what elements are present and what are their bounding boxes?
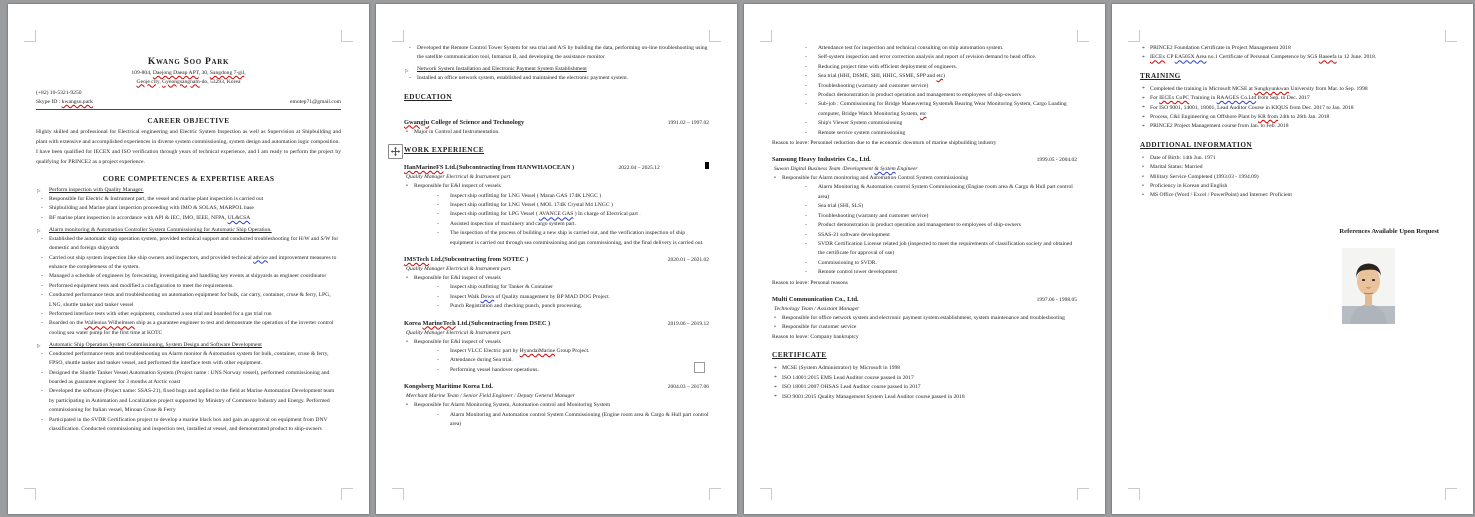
- career-objective-heading: CAREER OBJECTIVE: [147, 115, 230, 125]
- text-run: Sungkyunkwan: [1254, 85, 1290, 92]
- text-run: Baseefa: [1318, 54, 1337, 61]
- text-run: EA505X Area: [1174, 54, 1207, 61]
- text-run: etc: [919, 110, 927, 117]
- text-run: Group Project.: [555, 348, 590, 354]
- text-run: IMSTech: [404, 255, 429, 263]
- date-range: 1991.02 – 1997.02: [667, 119, 709, 126]
- block-role: [774, 165, 1077, 174]
- block-arrow: [36, 226, 341, 235]
- work-entry-header: [404, 382, 709, 392]
- text-run: Sea trial (HHI, DSME, SHI, HHIC, SSME, SPP and: [818, 73, 937, 80]
- block-star: [1140, 53, 1445, 62]
- block-dash: - Conducted performance tests and troubleshooting on Alarm monitor & Automation system for bulk, container, cruse & ferry, FPSO, shuttle tanker and tanker vessel, and performed the interface tests with other equipment.: [36, 350, 341, 369]
- block-spacer: [404, 106, 709, 111]
- text-run: , 30,: [198, 70, 210, 76]
- block-role: Quality Manager Electrical & Instrument part.: [406, 174, 512, 181]
- block-arrow: [36, 341, 341, 350]
- margin-mark-icon: [341, 488, 353, 500]
- entry-title: Samsung Heavy Industries Co., Ltd.: [772, 156, 871, 164]
- block-star: [1140, 85, 1445, 94]
- block-dot: • Responsible for E&I inspect of vessels: [404, 274, 709, 283]
- email-address: emotep71@gmail.com: [290, 99, 341, 106]
- margin-mark-icon: [760, 488, 772, 500]
- candidate-name: Kwang Soo Park: [147, 57, 230, 67]
- text-run: Completed the training in Microsoft MCSE at: [1150, 85, 1255, 92]
- text-run: College of Science and Technology: [429, 118, 525, 126]
- text-run: Suwon Digital Business Team /Development: [774, 166, 875, 173]
- text-run: IECEx CoPC: [1159, 95, 1190, 102]
- block-dash2: - Inspect ship outfitting for LNG Vessel ( Maran GAS 174K LNGC ): [404, 192, 709, 201]
- text-run: Geoje city: [136, 78, 160, 85]
- text-run: KR from: [1258, 114, 1279, 121]
- block-dash2: [772, 72, 1077, 81]
- block-dot: • Marital Status: Married: [1140, 163, 1445, 172]
- text-run: Down: [480, 293, 495, 300]
- block-dash2: - Sea trial (SHI, SLS): [772, 202, 1077, 211]
- block-dot: • Responsible for Alarm Monitoring System, Automation control and Monitoring System: [404, 401, 709, 410]
- block-dash: - Established the automatic ship operation system, provided technical support and conducted troubleshooting for H/W and S/W for domestic and foreign shipyards: [36, 235, 341, 254]
- entry-title: [404, 319, 550, 328]
- portrait-photo: [1140, 248, 1445, 328]
- text-run: from Sep. to Dec. 2017: [1256, 95, 1310, 102]
- block-star: * MCSE (System Administrator) by Microsoft in 1998: [772, 364, 1077, 373]
- text-run: Daejong Daeap APT: [152, 70, 199, 76]
- text-run: BF marine plant inspection in accordance with API & IEC, IMO, IEEE, NFPA,: [49, 214, 228, 221]
- margin-mark-icon: [392, 488, 404, 500]
- text-run: of Quality management by BP MAD DOG Project.: [494, 293, 611, 300]
- block-dash2: - Reducing project time with efficient deployment of engineers.: [772, 63, 1077, 72]
- margin-mark-icon: [709, 488, 721, 500]
- portrait-photo: [1342, 248, 1395, 324]
- text-run: Engineer: [895, 166, 918, 173]
- block-dash2: - Alarm Monitoring & Automation control System Commissioning (Engine room area & Cargo & Hull part control area): [772, 183, 1077, 202]
- block-star: [1140, 113, 1445, 122]
- additional-information-heading: ADDITIONAL INFORMATION: [1140, 140, 1253, 149]
- page-content-1[interactable]: [8, 4, 369, 464]
- page-content-4[interactable]: [1112, 4, 1473, 358]
- block-dot: • Responsible for Alarm monitoring and Automation Control System commissioning: [772, 174, 1077, 183]
- text-run: Gyeongsangnam: [162, 78, 200, 85]
- text-run: Carried out ship system inspection like ship owners and inspectors, and provided technical: [49, 254, 254, 261]
- block-dash2: [404, 210, 709, 219]
- block-arrow: [36, 186, 341, 195]
- text-run: Ltd.(Subcontracting from DSEC ): [455, 319, 551, 327]
- block-spacer: [1140, 201, 1445, 227]
- text-run: Sangdong 7-gil: [209, 70, 245, 76]
- text-cursor-icon: [705, 162, 709, 169]
- text-run: RAAGES Co.Ltd: [1216, 95, 1257, 102]
- text-run: Inspect VLCC Electric part by: [450, 348, 520, 354]
- block-dash2: - Performing vessel handover operations.: [404, 366, 709, 375]
- margin-mark-icon: [1077, 488, 1089, 500]
- block-dot: • MS Office (Word / Excel / PowerPoint) and Internet: Proficient: [1140, 191, 1445, 200]
- block-dash: - Conducted performance tests and troubleshooting on automation equipment for bulk, car carry, container, cruse & ferry, LPG, LNG, shuttle tanker and tanker vessel: [36, 291, 341, 310]
- block-dot: • Responsible for customer service: [772, 323, 1077, 332]
- text-run: in 12 June. 2018.: [1336, 54, 1377, 61]
- address-line-1: [36, 69, 341, 78]
- entry-title: [404, 118, 524, 127]
- margin-mark-icon: [24, 488, 36, 500]
- text-run: advice: [253, 254, 268, 261]
- text-run: Training in: [1189, 95, 1217, 102]
- block-role: Quality Manager Electrical & Instrument part.: [406, 265, 512, 272]
- education-heading: EDUCATION: [404, 92, 452, 101]
- block-dash: - Shipbuilding and Marine plant inspection proceeding with IMO & SOLAS, MARPOL base: [36, 204, 341, 213]
- block-dash2: - SSAS-21 software development: [772, 231, 1077, 240]
- block-dash2: - Product demonstration in product operation and management to employees of ship-owners: [772, 221, 1077, 230]
- text-run: Process, C&I Engineering on Offshore Plant by: [1150, 114, 1259, 121]
- date-range: 2019.06 – 2019.12: [667, 320, 709, 327]
- block-dash: - Managed a schedule of engineers by forecasting, investigating and handling key events at shipyards as engineer coordinator: [36, 272, 341, 281]
- block-dash2: - Self-system inspection and error correction analysis and report of revision demand to head office.: [772, 53, 1077, 62]
- page-3: [744, 4, 1105, 514]
- block-dash: [36, 254, 341, 273]
- page-4: [1112, 4, 1473, 514]
- text-run: For: [1150, 95, 1160, 102]
- date-range: 2022.04 – 2025.12: [618, 165, 660, 172]
- date-range: 2020.01 – 2021.02: [667, 256, 709, 263]
- work-entry-header: [404, 319, 709, 329]
- reason-to-leave: Reason to leave: Personnel reduction due to the economic downturn of marine shipbuilding industry: [772, 140, 997, 147]
- block-dash2: - Product demonstration in product operation and management to employees of ship-owners: [772, 91, 1077, 100]
- text-run: UL&CSA: [227, 214, 251, 221]
- block-dot: • Responsible for office network system and electronic payment system establishment, system maintenance and troubleshooting: [772, 314, 1077, 323]
- block-role: Merchant Marine Team / Senior Field Engineer / Deputy General Manager: [406, 393, 575, 400]
- block-role: Technology Team / Assistant Manager: [774, 305, 860, 312]
- text-run: University from Mar. to Sep. 1998: [1289, 85, 1368, 92]
- block-arrow: [404, 65, 709, 74]
- text-run: Inspect Walk: [450, 293, 481, 300]
- text-run: MarineTech: [422, 319, 456, 327]
- block-dash: - Designed the Shuttle Tanker Vessel Automation System (Project name : UNS Norway vessel), performed commissioning and boarded as guarantee engineer for 3 months at Arctic coast: [36, 369, 341, 388]
- block-dash2: - Ship's Viewer System commissioning: [772, 119, 1077, 128]
- text-run: Gwangju: [404, 118, 430, 126]
- block-star: [1140, 94, 1445, 103]
- block-dash: - Installed an office network system, established and maintained the electronic payment system.: [404, 74, 709, 83]
- contact-left: [36, 98, 93, 107]
- text-run: Inspect ship outfitting for LPG Vessel (: [450, 211, 539, 218]
- block-dash: [36, 214, 341, 223]
- phone-number: (+82) 10-5321-9250: [36, 90, 82, 97]
- text-run: kwangsu.park: [61, 99, 93, 106]
- block-dash: - Responsible for Electric & Instrument part, the vessel and marine plant inspection is carried out: [36, 195, 341, 204]
- text-run: ,: [159, 78, 163, 85]
- entry-title: [404, 255, 528, 264]
- address-line-2: [36, 78, 341, 87]
- text-run: AVANCE GAS: [538, 211, 574, 218]
- block-dash2: [404, 293, 709, 302]
- reason-to-leave: Reason to leave: Company bankruptcy: [772, 334, 859, 341]
- block-para: Highly skilled and professional for Electrical engineering and Electric System Inspection as well as Supervision at Shipbuilding and plant with extensive and accomplished experiences in diverse system commissioning, system design and automation logic composition.: [36, 129, 341, 145]
- core-competences-heading: CORE COMPETENCES & EXPERTISE AREAS: [102, 173, 275, 183]
- work-experience-heading: WORK EXPERIENCE: [404, 146, 484, 155]
- block-dash: - Performed interface tests with other equipment, conducted a sea trial and boarded for a gas trial run: [36, 310, 341, 319]
- block-dot: • Date of Birth: 14th Jun. 1971: [1140, 154, 1445, 163]
- block-star: * PRINCE2 Project Management course from Jan. to Feb. 2018: [1140, 122, 1445, 131]
- block-star: * For ISO 9001, 14001, 18001, Lead Auditor Course in KIQUS from Dec. 2017 to Jan. 2018: [1140, 104, 1445, 113]
- text-run: Korea: [404, 319, 423, 327]
- text-run: IECEx: [1150, 54, 1166, 61]
- text-run: HanMarineFS: [404, 164, 444, 172]
- block-star: * ISO 14001:2015 EMS Lead Auditor course passed in 2017: [772, 374, 1077, 383]
- block-dot: • Proficiency in Korean and English: [1140, 182, 1445, 191]
- work-entry-header: [404, 162, 709, 173]
- block-dash2: - Assisted inspection of machinery and cargo system part.: [404, 220, 709, 229]
- block-dash2: - SVDR Certification License related job (inspected to meet the requirements of classification society and obtained the certificate for approval of use): [772, 240, 1077, 259]
- text-run: ,: [244, 70, 246, 76]
- block-star: * PRINCE2 Foundation Certificate in Project Management 2018: [1140, 44, 1445, 53]
- block-dash2: [772, 100, 1077, 119]
- block-dot: • Military Service Completed (1993.03 - 1994.09): [1140, 173, 1445, 182]
- block-dash2: - Punch Registration and checking punch, punch processing.: [404, 302, 709, 311]
- training-heading: TRAINING: [1140, 71, 1181, 80]
- work-entry-header: [404, 255, 709, 265]
- block-para: I have been qualified for IECEX and ISO verification through years of technical experience, and I am ready to perform the project by qualifying for PRINCE2 as a project experience.: [36, 149, 341, 165]
- contact-row: [36, 98, 341, 110]
- page-content-3[interactable]: [744, 4, 1105, 432]
- text-run: and improvement measures to enhance the completeness of the system.: [49, 254, 337, 270]
- references-note: References Available Upon Request: [1339, 227, 1439, 235]
- block-dot: • Responsible for E&I inspect of vessels: [404, 182, 709, 191]
- education-entry-header: [404, 118, 709, 128]
- block-dash2: - Remote service system commissioning: [772, 129, 1077, 138]
- work-entry-header: [772, 155, 1077, 165]
- text-run: Sub-job : Commissioning for Bridge Maneuvering System& Bearing Wear Monitoring System, Cargo Loading computer, Bridge Watch Monitoring System,: [818, 101, 1067, 117]
- text-run: & System: [874, 166, 896, 173]
- entry-title: Multi Communication Co., Ltd.: [772, 295, 859, 303]
- block-dash2: - Attendance test for inspection and technical consulting on ship automation system.: [772, 44, 1077, 53]
- block-dash2: [404, 347, 709, 356]
- competence-title: Alarm monitoring & Automation Controller System Commissioning for Automatic Ship Operation.: [49, 226, 272, 233]
- page-content-2[interactable]: [376, 4, 737, 459]
- text-run: ): [943, 73, 945, 80]
- page-1: [8, 4, 369, 514]
- block-dot: • Major in Control and Instrumentation.: [404, 128, 709, 137]
- block-dash: - Developed the Remote Control Tower System for sea trial and A/S by building the data, performing on-line troubleshooting using the satellite communication tool, Inmarsat B, and developing the assistance monitor: [404, 44, 709, 63]
- text-run: Ltd.(Subcontracting from HANWHAOCEAN ): [443, 164, 575, 172]
- date-range: 2004.03 – 2017.06: [667, 384, 709, 391]
- text-run: 109-804,: [131, 70, 153, 76]
- margin-mark-icon: [1445, 488, 1457, 500]
- text-run: ) In charge of Electrical part .: [573, 211, 641, 218]
- text-run: 24th to 26th Jan. 2018: [1278, 114, 1330, 121]
- date-range: 1997.06 - 1998.05: [1036, 296, 1077, 303]
- competence-title: Perform inspection with Quality Manager.: [49, 187, 144, 194]
- text-run: etc: [936, 73, 944, 80]
- certificate-heading: CERTIFICATE: [772, 351, 827, 360]
- block-star: * ISO 18001:2007 OHSAS Lead Auditor course passed in 2017: [772, 383, 1077, 392]
- text-run: CP: [1165, 54, 1175, 61]
- competence-title: Automatic Ship Operation System Commissioning, System Design and Software Development: [49, 341, 262, 348]
- block-dash2: - The inspection of the process of building a new ship is carried out, and the verification inspection of ship equipment is carried out through sea commissioning and gas commissioning, and the final delivery is carried out.: [404, 229, 709, 248]
- competence-title: Network System Installation and Electronic Payment System Establishment: [417, 66, 587, 73]
- block-dash: - Participated in the SVDR Certification project to develop a marine black box and gain an approval on equipment from DNV classification. Conducted commissioning and inspection test, installed at vessel, and demonstrated product to ship-owners: [36, 416, 341, 435]
- text-run: ship as a guarantee engineer to test and demonstrate the operation of the inverter control cooling sea water pump for the first time at KOTC: [49, 320, 334, 336]
- block-dash: - Developed the software (Project name: SSAS-21), fixed bugs and applied to the field at Marine Automation Development team by participating in Automation and Localization project supported by Ministry of Commerce Industry and Energy. Performed commissioning for Italian vessel, Minoan Cruse & Ferry: [36, 387, 341, 415]
- date-range: 1999.05 - 2004.02: [1036, 157, 1077, 164]
- block-dash: - Performed equipment tests and modified a configuration to meet the requirements.: [36, 282, 341, 291]
- text-run: no.1 Certificate of Personal Competence by SGS: [1206, 54, 1319, 61]
- block-dot: • Responsible for E&I inspect of vessels: [404, 338, 709, 347]
- block-dash: [36, 319, 341, 338]
- text-run: Boarded on the: [49, 320, 85, 327]
- reason-to-leave: Reason to leave: Personal reasons: [772, 279, 848, 286]
- text-run: Wallenius Wilhelmsen: [84, 320, 135, 327]
- block-dash2: - Alarm Monitoring and Automation control System Commissioning (Engine room area & Cargo & Hull part control area): [404, 411, 709, 430]
- block-dash2: - Attendance during Sea trial.: [404, 356, 709, 365]
- text-run: -do, 53293, Korea: [199, 78, 241, 85]
- text-run: Skype ID :: [36, 99, 62, 106]
- block-dash2: - Inspect ship outfitting for Tanker & Container: [404, 283, 709, 292]
- block-dash2: - Troubleshooting (warranty and customer service): [772, 212, 1077, 221]
- entry-title: Kongsberg Maritime Korea Ltd.: [404, 383, 493, 391]
- margin-mark-icon: [1128, 488, 1140, 500]
- work-entry-header: [772, 295, 1077, 305]
- block-dash2: - Inspect ship outfitting for LNG Vessel ( MOL 174K Crystal M4 LNGC ): [404, 201, 709, 210]
- block-dash2: - Troubleshooting (warranty and customer service): [772, 82, 1077, 91]
- page-2: [376, 4, 737, 514]
- block-dash2: - Remote control tower development: [772, 268, 1077, 277]
- text-run: Ltd.(Subcontracting from SOTEC ): [428, 255, 529, 263]
- block-role: Quality Manager Electrical & Instrument part.: [406, 329, 512, 336]
- text-run: HyundaiMarine: [519, 348, 556, 354]
- entry-title: [404, 163, 574, 172]
- block-star: * ISO 9001:2015 Quality Management System Lead Auditor course passed in 2018: [772, 393, 1077, 402]
- block-dash2: - Commissioning to SVDR.: [772, 259, 1077, 268]
